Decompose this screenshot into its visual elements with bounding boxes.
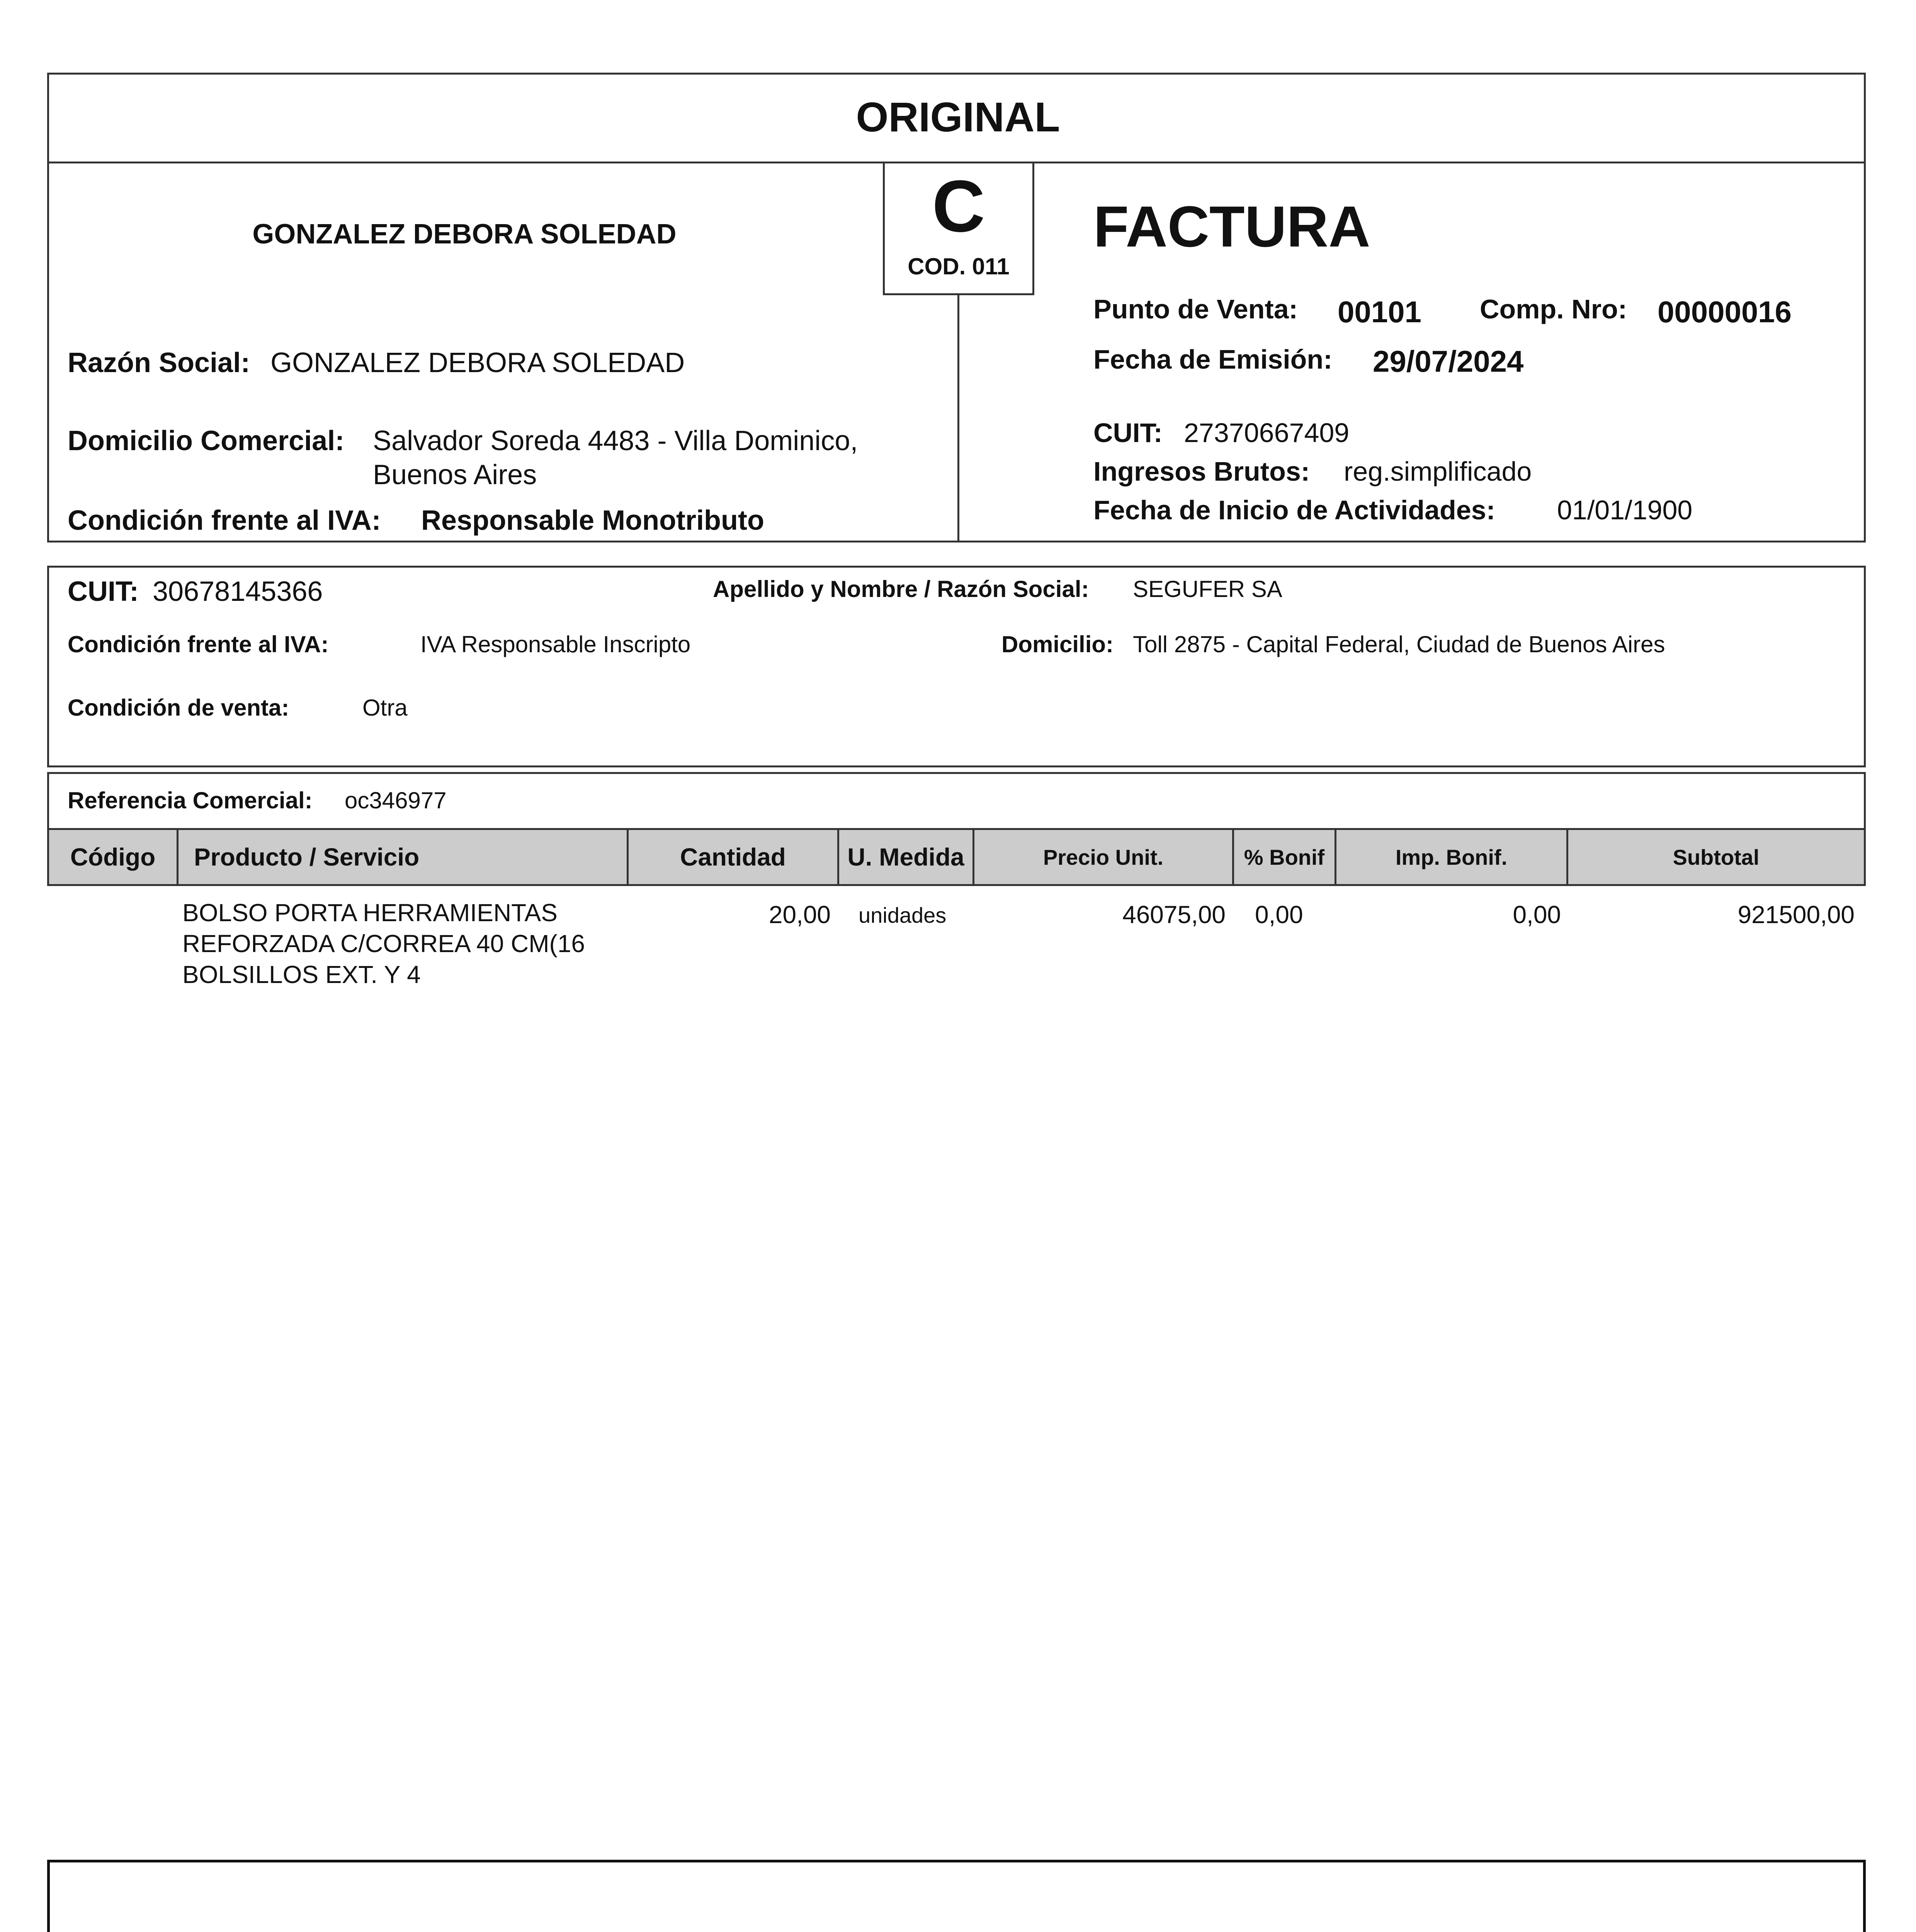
row-bonif-imp: 0,00	[1513, 901, 1561, 929]
issuer-domicilio-line1: Salvador Soreda 4483 - Villa Dominico,	[373, 425, 858, 456]
th-cantidad: Cantidad	[629, 830, 839, 884]
fecha-emision-label: Fecha de Emisión:	[1093, 344, 1333, 374]
row-producto-line1: BOLSO PORTA HERRAMIENTAS	[182, 899, 558, 927]
table-header	[47, 828, 1866, 886]
row-precio: 46075,00	[1122, 901, 1226, 929]
row-producto-line3: BOLSILLOS EXT. Y 4	[182, 961, 421, 988]
issuer-domicilio-label: Domicilio Comercial:	[68, 425, 345, 456]
client-domicilio: Toll 2875 - Capital Federal, Ciudad de Buenos Aires	[1133, 631, 1665, 657]
reference-value: oc346977	[345, 787, 447, 813]
reference-box	[47, 772, 1866, 830]
row-subtotal: 921500,00	[1737, 901, 1855, 929]
client-nombre: SEGUFER SA	[1133, 576, 1282, 602]
invoice-title: FACTURA	[1093, 194, 1370, 259]
inicio-actividades: 01/01/1900	[1557, 495, 1693, 525]
issuer-iva: Responsable Monotributo	[421, 505, 764, 536]
issuer-name: GONZALEZ DEBORA SOLEDAD	[252, 219, 677, 250]
issuer-cuit: 27370667409	[1184, 418, 1350, 448]
th-producto: Producto / Servicio	[179, 830, 629, 884]
doc-type-letter: C	[932, 165, 985, 247]
fecha-emision: 29/07/2024	[1373, 344, 1524, 378]
th-bonif-pct: % Bonif	[1234, 830, 1336, 884]
row-unidad: unidades	[859, 903, 947, 927]
row-bonif-pct: 0,00	[1255, 901, 1303, 929]
punto-venta-label: Punto de Venta:	[1093, 294, 1298, 324]
issuer-domicilio-line2: Buenos Aires	[373, 459, 537, 490]
client-cuit: 30678145366	[153, 576, 323, 607]
issuer-cuit-label: CUIT:	[1093, 418, 1163, 448]
issuer-iva-label: Condición frente al IVA:	[68, 505, 381, 536]
issuer-razon-social: GONZALEZ DEBORA SOLEDAD	[270, 347, 685, 378]
client-iva: IVA Responsable Inscripto	[420, 631, 691, 657]
th-bonif-imp: Imp. Bonif.	[1336, 830, 1568, 884]
row-cantidad: 20,00	[768, 901, 831, 929]
client-iva-label: Condición frente al IVA:	[68, 631, 329, 657]
th-subtotal: Subtotal	[1673, 845, 1760, 869]
header-center-divider	[957, 294, 959, 543]
doc-type-code: COD. 011	[908, 253, 1010, 279]
comp-nro-label: Comp. Nro:	[1480, 294, 1627, 324]
client-domicilio-label: Domicilio:	[1001, 631, 1114, 657]
issuer-razon-social-label: Razón Social:	[68, 347, 250, 378]
th-precio: Precio Unit.	[974, 830, 1234, 884]
client-venta-label: Condición de venta:	[68, 695, 289, 721]
reference-label: Referencia Comercial:	[68, 787, 313, 813]
punto-venta: 00101	[1338, 295, 1421, 329]
iibb: reg.simplificado	[1344, 456, 1532, 486]
client-nombre-label: Apellido y Nombre / Razón Social:	[713, 576, 1089, 602]
inicio-actividades-label: Fecha de Inicio de Actividades:	[1093, 495, 1495, 525]
comp-nro: 00000016	[1658, 295, 1792, 329]
totals-box	[47, 1860, 1866, 1932]
th-unidad: U. Medida	[839, 830, 974, 884]
client-venta: Otra	[362, 695, 408, 721]
row-producto-line2: REFORZADA C/CORREA 40 CM(16	[182, 930, 585, 957]
iibb-label: Ingresos Brutos:	[1093, 456, 1310, 486]
client-cuit-label: CUIT:	[68, 576, 139, 607]
th-codigo: Código	[49, 830, 179, 884]
copy-label: ORIGINAL	[856, 94, 1060, 140]
